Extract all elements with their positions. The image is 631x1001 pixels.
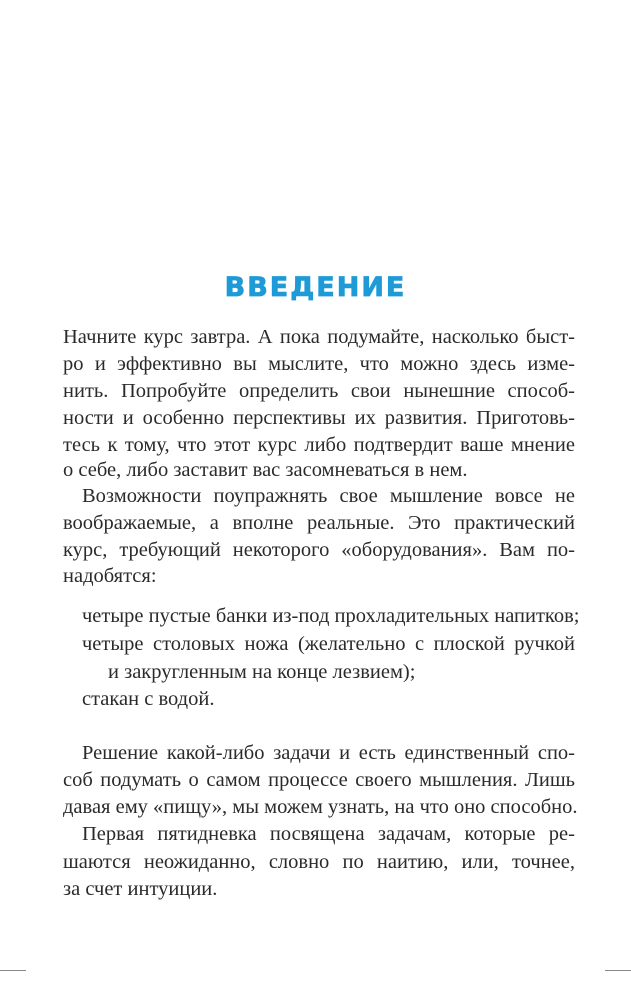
text-line: шаются неожиданно, словно по наитию, или, точнее,: [63, 851, 575, 873]
text-line: за счет интуиции.: [63, 878, 218, 900]
text-line: надобятся:: [63, 565, 157, 587]
text-line: о себе, либо заставит вас засомневаться в нем.: [63, 459, 468, 481]
crop-mark-left: [0, 970, 26, 971]
text-line: курс, требующий некоторого «оборудования». Вам по-: [63, 539, 575, 561]
text-line: давая ему «пищу», мы можем узнать, на что оно способно.: [63, 796, 578, 818]
list-item: четыре столовых ножа (желательно с плоской ручкой: [82, 633, 575, 655]
text-line: нить. Попробуйте определить свои нынешние способ-: [63, 380, 575, 402]
text-line: Начните курс завтра. А пока подумайте, насколько быст-: [63, 326, 575, 348]
text-line: Решение какой-либо задачи и есть единственный спо-: [82, 742, 575, 764]
list-item-continuation: и закругленным на конце лезвием);: [108, 661, 416, 683]
chapter-heading: ВВЕДЕНИЕ: [224, 272, 407, 303]
list-item: стакан с водой.: [82, 688, 215, 710]
text-line: тесь к тому, что этот курс либо подтвердит ваше мнение: [63, 434, 575, 456]
text-line: воображаемые, а вполне реальные. Это практический: [63, 512, 575, 534]
text-line: ности и особенно перспективы их развития. Приготовь-: [63, 407, 575, 429]
text-line: Первая пятидневка посвящена задачам, которые ре-: [82, 823, 575, 845]
crop-mark-right: [605, 970, 631, 971]
list-item: четыре пустые банки из-под прохладительных напитков;: [82, 605, 580, 627]
text-line: ро и эффективно вы мыслите, что можно здесь изме-: [63, 353, 575, 375]
text-line: соб подумать о самом процессе своего мышления. Лишь: [63, 769, 575, 791]
text-line: Возможности поупражнять свое мышление вовсе не: [82, 485, 575, 507]
